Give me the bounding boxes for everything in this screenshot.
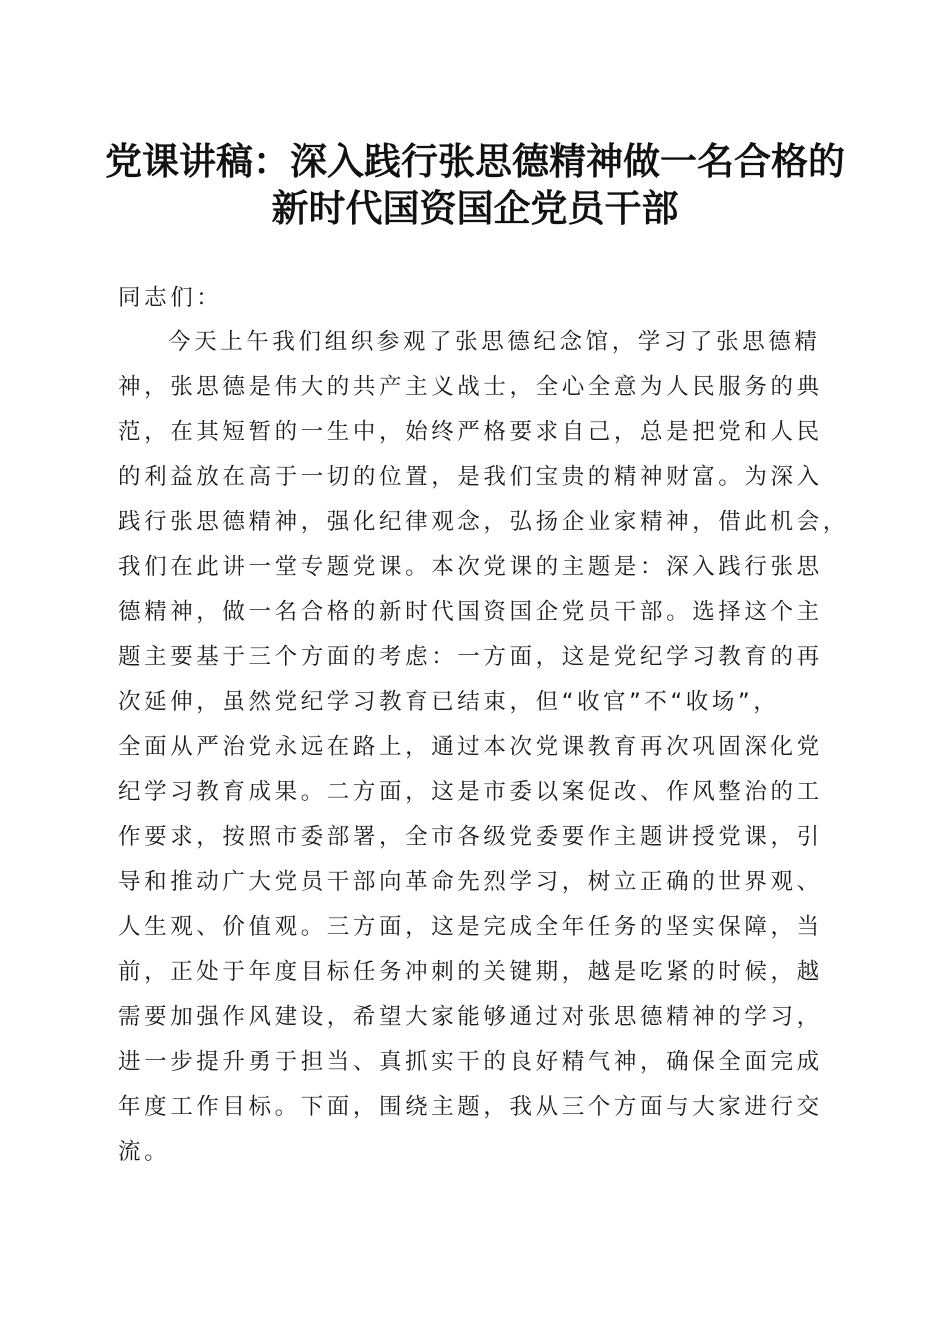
- body-line-8: 题主要基于三个方面的考虑：一方面，这是党纪学习教育的再: [118, 644, 823, 670]
- body-line-2: 神，张思德是伟大的共产主义战士，全心全意为人民服务的典: [118, 374, 823, 400]
- body-line-10: 全面从严治党永远在路上，通过本次党课教育再次巩固深化党: [118, 734, 823, 760]
- body-line-11: 纪学习教育成果。二方面，这是市委以案促改、作风整治的工: [118, 779, 823, 805]
- document-title-line-2: 新时代国资国企党员干部: [271, 186, 679, 230]
- body-line-3: 范，在其短暂的一生中，始终严格要求自己，总是把党和人民: [118, 419, 823, 445]
- body-line-16: 需要加强作风建设，希望大家能够通过对张思德精神的学习，: [118, 1004, 823, 1030]
- document-title-line-1: 党课讲稿：深入践行张思德精神做一名合格的: [105, 139, 845, 183]
- body-line-6: 我们在此讲一堂专题党课。本次党课的主题是：深入践行张思: [118, 554, 823, 580]
- body-line-7: 德精神，做一名合格的新时代国资国企党员干部。选择这个主: [118, 599, 823, 625]
- body-line-14: 人生观、价值观。三方面，这是完成全年任务的坚实保障，当: [118, 914, 823, 940]
- body-line-1: 今天上午我们组织参观了张思德纪念馆，学习了张思德精: [168, 329, 821, 355]
- body-line-19: 流。: [118, 1139, 171, 1165]
- body-line-4: 的利益放在高于一切的位置，是我们宝贵的精神财富。为深入: [118, 464, 823, 490]
- salutation: 同志们：: [118, 285, 223, 311]
- body-line-15: 前，正处于年度目标任务冲刺的关键期，越是吃紧的时候，越: [118, 959, 823, 985]
- body-line-18: 年度工作目标。下面，围绕主题，我从三个方面与大家进行交: [118, 1094, 823, 1120]
- body-line-13: 导和推动广大党员干部向革命先烈学习，树立正确的世界观、: [118, 869, 823, 895]
- body-line-9: 次延伸，虽然党纪学习教育已结束，但“收官”不“收场”，: [118, 689, 780, 715]
- body-line-12: 作要求，按照市委部署，全市各级党委要作主题讲授党课，引: [118, 824, 823, 850]
- body-line-5: 践行张思德精神，强化纪律观念，弘扬企业家精神，借此机会，: [118, 509, 849, 535]
- body-line-17: 进一步提升勇于担当、真抓实干的良好精气神，确保全面完成: [118, 1049, 823, 1075]
